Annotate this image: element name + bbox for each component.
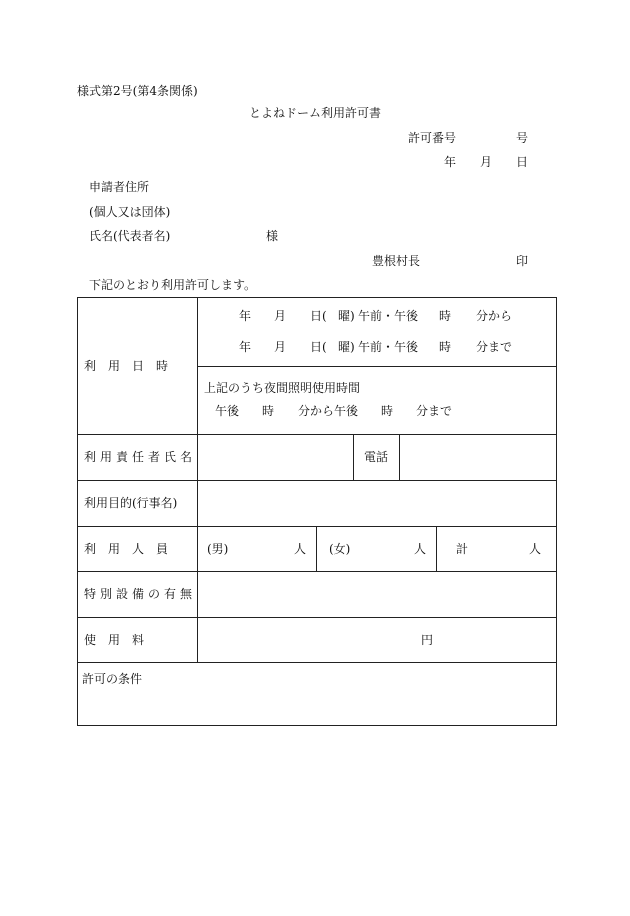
line2-day: 日(: [310, 340, 327, 354]
applicant-type-note: (個人又は団体): [89, 205, 171, 219]
line2-minute-until: 分まで: [476, 340, 513, 354]
male-unit: 人: [294, 542, 307, 556]
line1-month: 月: [274, 309, 287, 323]
row-label-usage-datetime: 利 用 日 時: [84, 359, 169, 373]
issuer-name: 豊根村長: [372, 254, 421, 268]
row-label-fee: 使 用 料: [84, 633, 145, 647]
line2-year: 年: [239, 340, 252, 354]
male-label: (男): [207, 542, 229, 556]
female-unit: 人: [414, 542, 427, 556]
lighting-hour: 時: [262, 404, 275, 418]
line2-ampm: 午前・午後: [358, 340, 419, 354]
line1-day: 日(: [310, 309, 327, 323]
line1-year: 年: [239, 309, 252, 323]
line2-weekday: 曜): [338, 340, 355, 354]
applicant-honorific: 様: [266, 229, 279, 243]
lighting-from: 分から午後: [298, 404, 359, 418]
fee-unit: 円: [421, 633, 434, 647]
intro-text: 下記のとおり利用許可します。: [89, 278, 257, 292]
row-label-purpose: 利用目的(行事名): [84, 496, 178, 510]
total-unit: 人: [529, 542, 542, 556]
total-label: 計: [456, 542, 469, 556]
date-month: 月: [480, 155, 493, 169]
row-label-equipment: 特別設備の有無: [84, 587, 197, 601]
row-label-headcount: 利 用 人 員: [84, 542, 169, 556]
applicant-name-label: 氏名(代表者名): [89, 229, 171, 243]
female-label: (女): [329, 542, 351, 556]
line1-minute-from: 分から: [476, 309, 513, 323]
line1-weekday: 曜): [338, 309, 355, 323]
phone-label: 電話: [364, 450, 389, 464]
issuer-seal: 印: [516, 254, 529, 268]
row-label-responsible: 利用責任者氏名: [84, 450, 197, 464]
line1-hour: 時: [439, 309, 452, 323]
permit-number-label: 許可番号: [408, 131, 457, 145]
line1-ampm: 午前・午後: [358, 309, 419, 323]
date-year: 年: [444, 155, 457, 169]
line2-hour: 時: [439, 340, 452, 354]
form-number: 様式第2号(第4条関係): [77, 84, 198, 98]
lighting-pm: 午後: [215, 404, 240, 418]
lighting-title: 上記のうち夜間照明使用時間: [204, 381, 361, 395]
lighting-hour2: 時: [381, 404, 394, 418]
lighting-until: 分まで: [416, 404, 453, 418]
date-day: 日: [516, 155, 529, 169]
row-label-conditions: 許可の条件: [82, 672, 143, 686]
document-title: とよねドーム利用許可書: [249, 106, 382, 120]
line2-month: 月: [274, 340, 287, 354]
permit-number-suffix: 号: [516, 131, 529, 145]
applicant-address-label: 申請者住所: [89, 180, 150, 194]
